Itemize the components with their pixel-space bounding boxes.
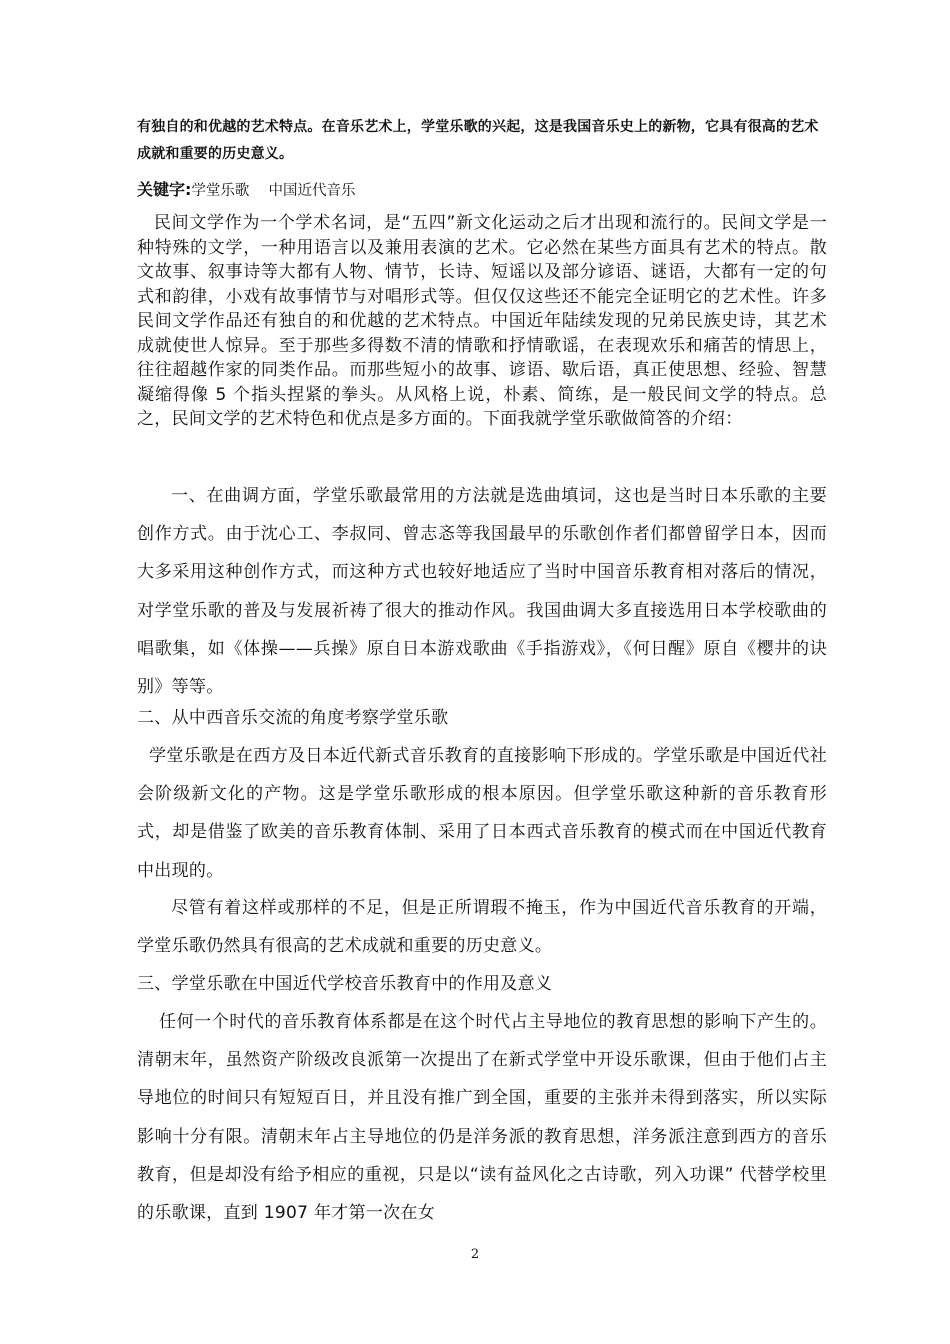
section3-paragraph: 任何一个时代的音乐教育体系都是在这个时代占主导地位的教育思想的影响下产生的。清朝末年，虽然资产阶级改良派第一次提出了在新式学堂中开设乐歌课，但由于他们占主导地位的时间只有短短百日，并且没有推广到全国，重要的主张并未得到落实，所以实际影响十分有限。清朝末年占主导地位的仍是洋务派的教育思想，洋务派注意到西方的音乐教育，但是却没有给予相应的重视，只是以“读有益风化之古诗歌，列入功课” 代替学校里的乐歌课，直到 1907 年才第一次在女 <box>137 1012 827 1224</box>
section2-paragraph-1: 学堂乐歌是在西方及日本近代新式音乐教育的直接影响下形成的。学堂乐歌是中国近代社会阶级新文化的产物。这是学堂乐歌形成的根本原因。但学堂乐歌这种新的音乐教育形式，却是借鉴了欧美的音乐教育体制、采用了日本西式音乐教育的模式而在中国近代教育中出现的。 <box>137 746 827 881</box>
section3-heading: 三、学堂乐歌在中国近代学校音乐教育中的作用及意义 <box>137 974 553 994</box>
section1-paragraph: 一、在曲调方面，学堂乐歌最常用的方法就是选曲填词，这也是当时日本乐歌的主要创作方式。由于沈心工、李叔同、曾志忞等我国最早的乐歌创作者们都曾留学日本，因而大多采用这种创作方式，而这种方式也较好地适应了当时中国音乐教育相对落后的情况，对学堂乐歌的普及与发展祈祷了很大的推动作风。我国曲调大多直接选用日本学校歌曲的唱歌集，如《体操——兵操》原自日本游戏歌曲《手指游戏》，《何日醒》原自《樱井的诀别》等等。 <box>137 486 827 698</box>
section2-paragraph-2: 尽管有着这样或那样的不足，但是正所谓瑕不掩玉，作为中国近代音乐教育的开端，学堂乐歌仍然具有很高的艺术成就和重要的历史意义。 <box>137 898 827 957</box>
keywords-label: 关键字: <box>137 180 192 199</box>
keywords-line <box>137 178 827 203</box>
page-number: 2 <box>470 1247 480 1262</box>
abstract-tail: 有独自的和优越的艺术特点。在音乐艺术上，学堂乐歌的兴起，这是我国音乐史上的新物，它具有很高的艺术成就和重要的历史意义。 <box>137 119 819 162</box>
section2-heading: 二、从中西音乐交流的角度考察学堂乐歌 <box>137 708 449 728</box>
intro-paragraph: 民间文学作为一个学术名词，是“五四”新文化运动之后才出现和流行的。民间文学是一种特殊的文学，一种用语言以及兼用表演的艺术。它必然在某些方面具有艺术的特点。散文故事、叙事诗等大都有人物、情节，长诗、短谣以及部分谚语、谜语，大都有一定的句式和韵律，小戏有故事情节与对唱形式等。但仅仅这些还不能完全证明它的艺术性。许多民间文学作品还有独自的和优越的艺术特点。中国近年陆续发现的兄弟民族史诗，其艺术成就使世人惊异。至于那些多得数不清的情歌和抒情歌谣，在表现欢乐和痛苦的情思上，往往超越作家的同类作品。而那些短小的故事、谚语、歇后语，真正使思想、经验、智慧凝缩得像 5 个指头捏紧的拳头。从风格上说，朴素、简练，是一般民间文学的特点。总之，民间文学的艺术特色和优点是多方面的。下面我就学堂乐歌做简答的介绍： <box>137 213 827 429</box>
keywords-value: 学堂乐歌 中国近代音乐 <box>191 183 356 199</box>
